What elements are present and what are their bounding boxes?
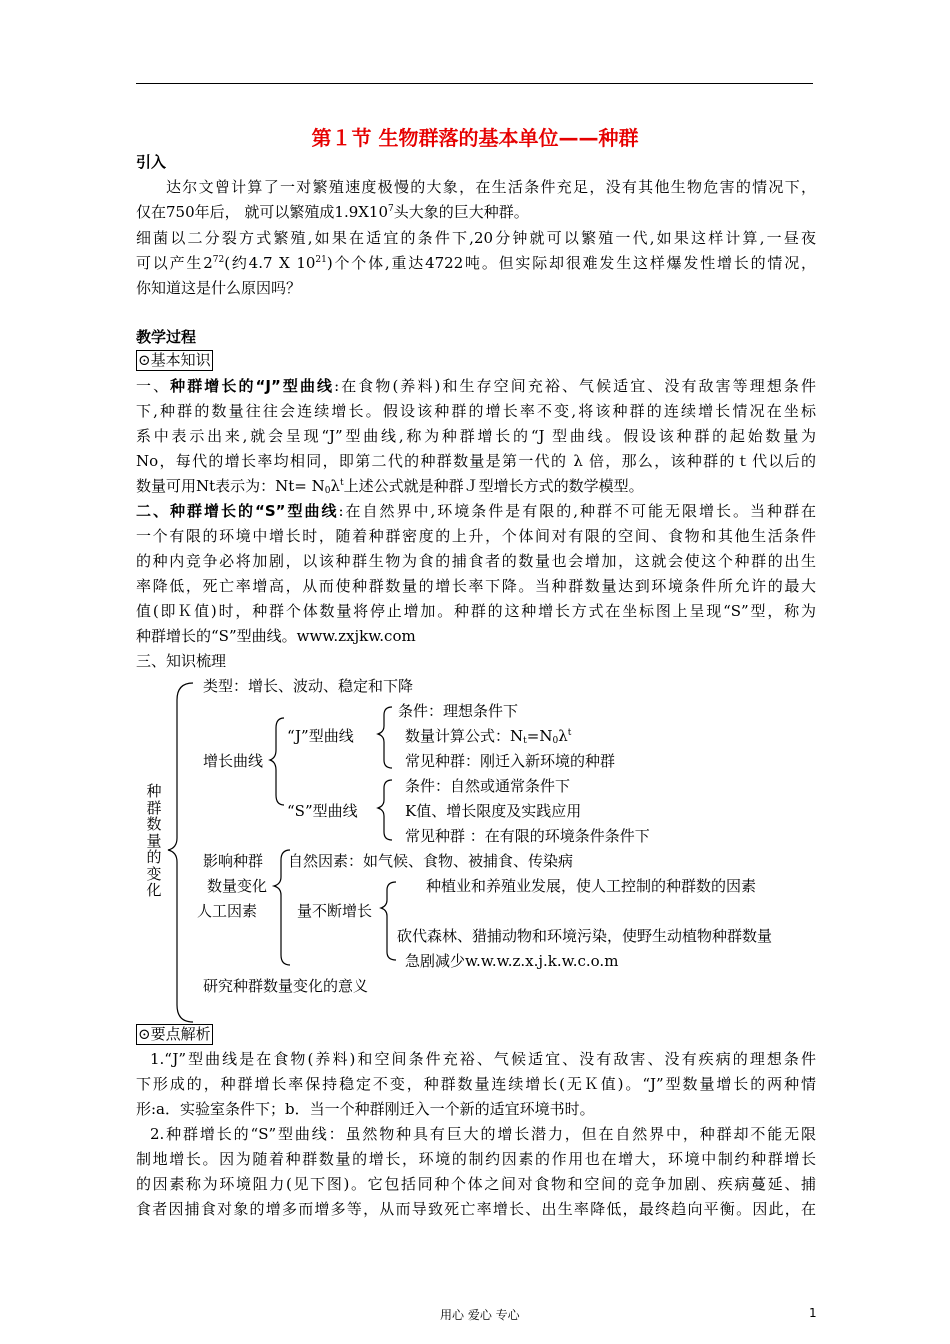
intro-line: 细菌以二分裂方式繁殖,如果在适宜的条件下,20分钟就可以繁殖一代,如果这样计算,一昼夜: [136, 229, 816, 247]
key-points-label: ⊙要点解析: [138, 1025, 211, 1043]
tree-natural-factor: 自然因素：如气候、食物、被捕食、传染病: [288, 852, 574, 870]
key-point-2-line: 食者因捕食对象的增多而增多等，从而导致死亡率增长、出生率降低，最终趋向平衡。因此，在: [136, 1200, 816, 1218]
tree-increase: 量不断增长: [297, 902, 373, 920]
tree-s-condition: 条件：自然或通常条件下: [405, 777, 571, 795]
tree-root-label: 种群数量的变化: [146, 782, 162, 899]
tree-factor-label-1: 影响种群: [203, 852, 264, 870]
process-heading: 教学过程: [136, 328, 197, 346]
section-2-line: 一个有限的环境中增长时，随着种群密度的上升，个体间对有限的空间、食物和其他生活条件: [136, 527, 816, 545]
tree-s-species: 常见种群 ：在有限的环境条件条件下: [405, 827, 650, 845]
key-point-1-line: 下形成的，种群增长率保持稳定不变，种群数量连续增长(无Ｋ值)。“J”型数量增长的两种情: [136, 1075, 816, 1093]
basic-knowledge-label: ⊙基本知识: [138, 351, 211, 369]
key-point-1-line: 形:a．实验室条件下；b．当一个种群刚迁入一个新的适宜环境书时。: [136, 1100, 595, 1118]
section-3-heading: 三、知识梳理: [136, 652, 227, 670]
intro-line: 你知道这是什么原因吗？: [136, 279, 302, 297]
intro-heading: 引入: [136, 153, 167, 171]
tree-cut-1: 砍代森林、猎捕动物和环境污染，使野生动植物种群数量: [397, 927, 773, 945]
key-point-2-line: 2.种群增长的“S”型曲线：虽然物种具有巨大的增长潜力，但在自然界中，种群却不能无限: [150, 1125, 816, 1143]
intro-line: 仅在750年后， 就可以繁殖成$1.9X10^7$头大象的巨大种群。: [136, 203, 529, 221]
intro-line: 可以产生$2^{72}$(约4.7 X $10^{21}$)个个体,重达4722吨。但实际却很难发生这样爆发性增长的情况，: [136, 254, 817, 272]
tree-s-curve: “S”型曲线: [287, 802, 358, 820]
tree-s-k-value: K值、增长限度及实践应用: [405, 802, 582, 820]
section-2-line: 的种内竞争必将加剧，以该种群生物为食的捕食者的数量也会增加，这就会使这个种群的出生: [136, 552, 816, 570]
section-1-line: 下,种群的数量往往会连续增长。假设该种群的增长率不变,将该种群的连续增长情况在坐标: [136, 402, 816, 420]
tree-plant: 种植业和养殖业发展，使人工控制的种群数的因素: [426, 877, 757, 895]
section-1-line: No，每代的增长率均相同，即第二代的种群数量是第一代的 λ 倍，那么，该种群的ｔ代以后的: [136, 452, 816, 470]
tree-factor-label-2: 数量变化: [207, 877, 268, 895]
key-point-1-line: 1.“J”型曲线是在食物(养料)和空间条件充裕、气候适宜、没有敌害、没有疾病的理想条件: [150, 1050, 816, 1068]
section-2-line: 种群增长的“S”型曲线。www.zxjkw.com: [136, 627, 416, 645]
tree-j-curve: “J”型曲线: [287, 727, 354, 745]
tree-type: 类型：增长、波动、稳定和下降: [203, 677, 414, 695]
tree-human-factor: 人工因素: [197, 902, 258, 920]
tree-meaning: 研究种群数量变化的意义: [203, 977, 369, 995]
tree-cut-2: 急剧减少w.w.w.z.x.j.k.w.c.o.m: [405, 952, 619, 970]
section-1-line: 数量可用Nt表示为：$Nt= N_0\lambda^t$上述公式就是种群Ｊ型增长方式的数学模型。: [136, 477, 644, 496]
section-1-line: 一、种群增长的“J”型曲线:在食物(养料)和生存空间充裕、气候适宜、没有敌害等理想条件: [136, 377, 816, 395]
section-2-line: 值(即Ｋ值)时，种群个体数量将停止增加。种群的这种增长方式在坐标图上呈现“S”型，称为: [136, 602, 816, 620]
section-2-line: 率降低，死亡率增高，从而使种群数量的增长率下降。当种群数量达到环境条件所允许的最大: [136, 577, 816, 595]
page-number: 1: [809, 1306, 817, 1320]
tree-j-formula: 数量计算公式：$N_t=N_0\lambda^t$: [405, 727, 572, 746]
key-point-2-line: 的因素称为环境阻力(见下图)。它包括同种个体之间对食物和空间的竞争加剧、疾病蔓延、捕: [136, 1175, 816, 1193]
tree-j-condition: 条件：理想条件下: [398, 702, 519, 720]
intro-line: 达尔文曾计算了一对繁殖速度极慢的大象，在生活条件充足，没有其他生物危害的情况下，: [166, 178, 816, 196]
section-1-line: 系中表示出来,就会呈现“J”型曲线,称为种群增长的“J 型曲线。假设该种群的起始数量为: [136, 427, 816, 445]
key-point-2-line: 制地增长。因为随着种群数量的增长，环境的制约因素的作用也在增大，环境中制约种群增长: [136, 1150, 816, 1168]
page-title: 第１节 生物群落的基本单位——种群: [311, 126, 639, 150]
tree-j-species: 常见种群：刚迁入新环境的种群: [405, 752, 616, 770]
tree-growth-curve: 增长曲线: [203, 752, 264, 770]
section-2-line: 二、种群增长的“S”型曲线:在自然界中,环境条件是有限的,种群不可能无限增长。当种群在: [136, 502, 816, 520]
footer-center: 用心 爱心 专心: [440, 1308, 520, 1322]
